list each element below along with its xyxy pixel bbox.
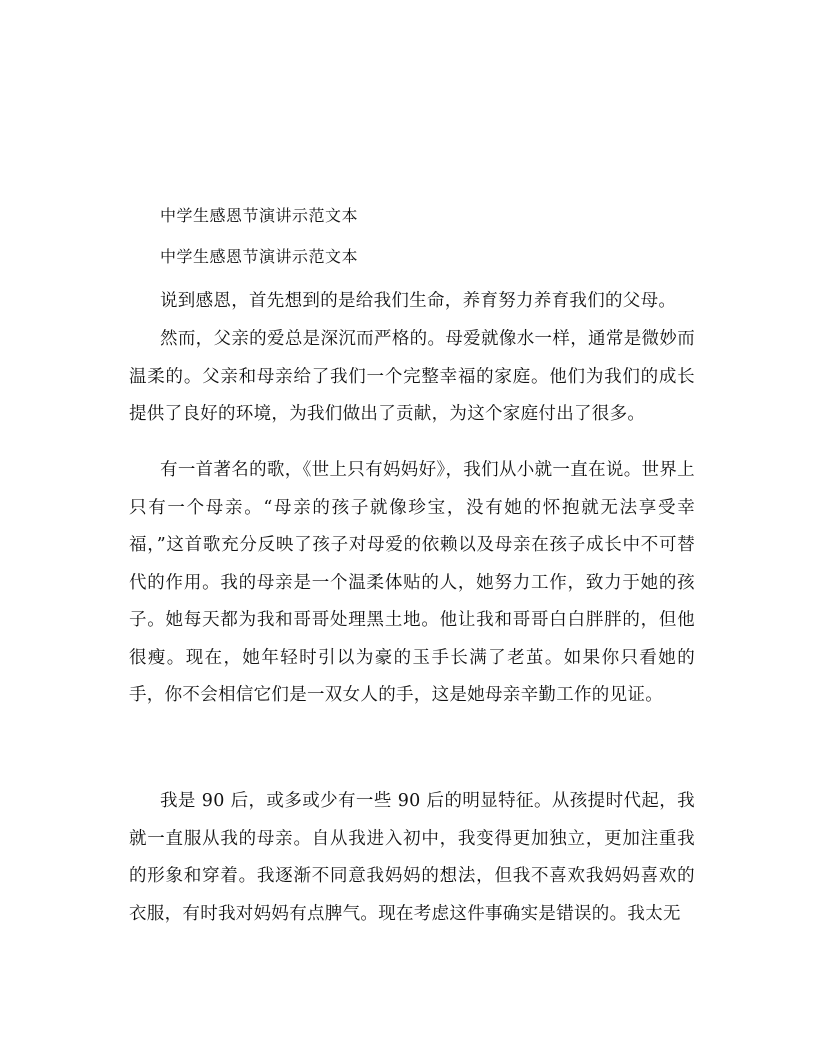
paragraph-intro: 说到感恩，首先想到的是给我们生命，养育努力养育我们的父母。	[160, 291, 677, 311]
paragraph-mother: 有一首著名的歌，《世上只有妈妈好》，我们从小就一直在说。世界上只有一个母亲。“母亲的孩子就像珍宝，没有她的怀抱就无法享受幸福，”这首歌充分反映了孩子对母爱的依赖以及母亲在孩子成长中不可替代的作用。我的母亲是一个温柔体贴的人，她努力工作，致力于她的孩子。她每天都为我和哥哥处理黑土地。他让我和哥哥白白胖胖的，但他很瘦。现在，她年轻时引以为豪的玉手长满了老茧。如果你只看她的手，你不会相信它们是一双女人的手，这是她母亲辛勤工作的见证。	[129, 460, 695, 705]
paragraph-parents: 然而，父亲的爱总是深沉而严格的。母爱就像水一样，通常是微妙而温柔的。父亲和母亲给了我们一个完整幸福的家庭。他们为我们的成长提供了良好的环境，为我们做出了贡献，为这个家庭付出了很多。	[129, 329, 695, 424]
paragraph-self: 我是 90 后，或多或少有一些 90 后的明显特征。从孩提时代起，我就一直服从我的母亲。自从我进入初中，我变得更加独立，更加注重我的形象和穿着。我逐渐不同意我妈妈的想法，但我不喜欢我妈妈喜欢的衣服，有时我对妈妈有点脾气。现在考虑这件事确实是错误的。我太无	[129, 791, 695, 924]
document-title: 中学生感恩节演讲示范文本	[160, 206, 359, 225]
document-subtitle: 中学生感恩节演讲示范文本	[160, 247, 359, 266]
